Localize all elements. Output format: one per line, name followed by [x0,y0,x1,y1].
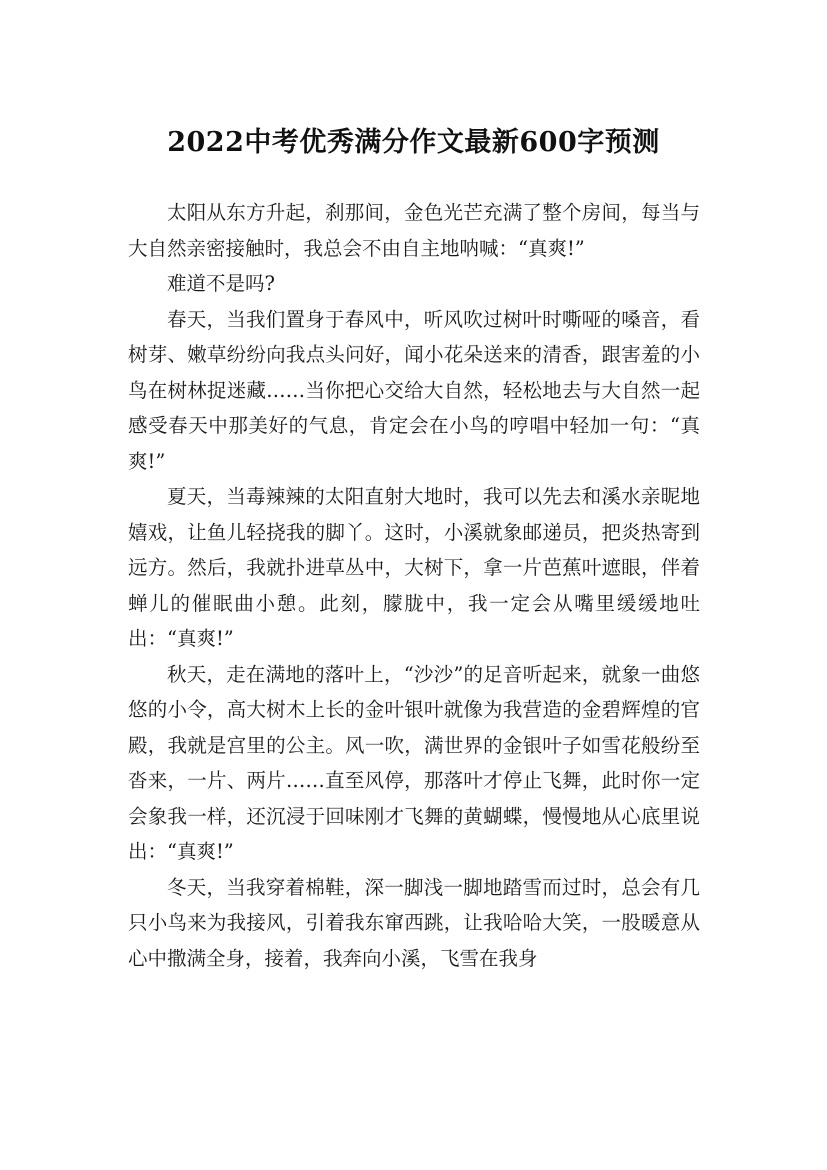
paragraph-4: 夏天，当毒辣辣的太阳直射大地时，我可以先去和溪水亲昵地嬉戏，让鱼儿轻挠我的脚丫。这时，小溪就象邮递员，把炎热寄到远方。然后，我就扑进草丛中，大树下，拿一片芭蕉叶遮眼，伴着蝉儿的催眠曲小憩。此刻，朦胧中，我一定会从嘴里缓缓地吐出：“真爽!” [128,485,700,650]
paragraph-3: 春天，当我们置身于春风中，听风吹过树叶时嘶哑的嗓音，看树芽、嫩草纷纷向我点头问好，闻小花朵送来的清香，跟害羞的小鸟在树林捉迷藏……当你把心交给大自然，轻松地去与大自然一起感受春天中那美好的气息，肯定会在小鸟的哼唱中轻加一句：“真爽!” [128,307,700,473]
paragraph-5: 秋天，走在满地的落叶上，“沙沙”的足音听起来，就象一曲悠悠的小令，高大树木上长的金叶银叶就像为我营造的金碧辉煌的官殿，我就是宫里的公主。风一吹，满世界的金银叶子如雪花般纷至沓来，一片、两片……直至风停，那落叶才停止飞舞，此时你一定会象我一样，还沉浸于回味刚才飞舞的黄蝴蝶，慢慢地从心底里说出：“真爽!” [128,662,700,863]
document-title: 2022中考优秀满分作文最新600字预测 [167,127,660,159]
paragraph-2: 难道不是吗? [167,272,275,295]
paragraph-6: 冬天，当我穿着棉鞋，深一脚浅一脚地踏雪而过时，总会有几只小鸟来为我接风，引着我东窜西跳，让我哈哈大笑，一股暖意从心中撒满全身，接着，我奔向小溪，飞雪在我身 [128,875,700,970]
document-body [128,195,700,976]
paragraph-1: 太阳从东方升起，刹那间，金色光芒充满了整个房间，每当与大自然亲密接触时，我总会不由自主地呐喊：“真爽!” [128,201,700,260]
